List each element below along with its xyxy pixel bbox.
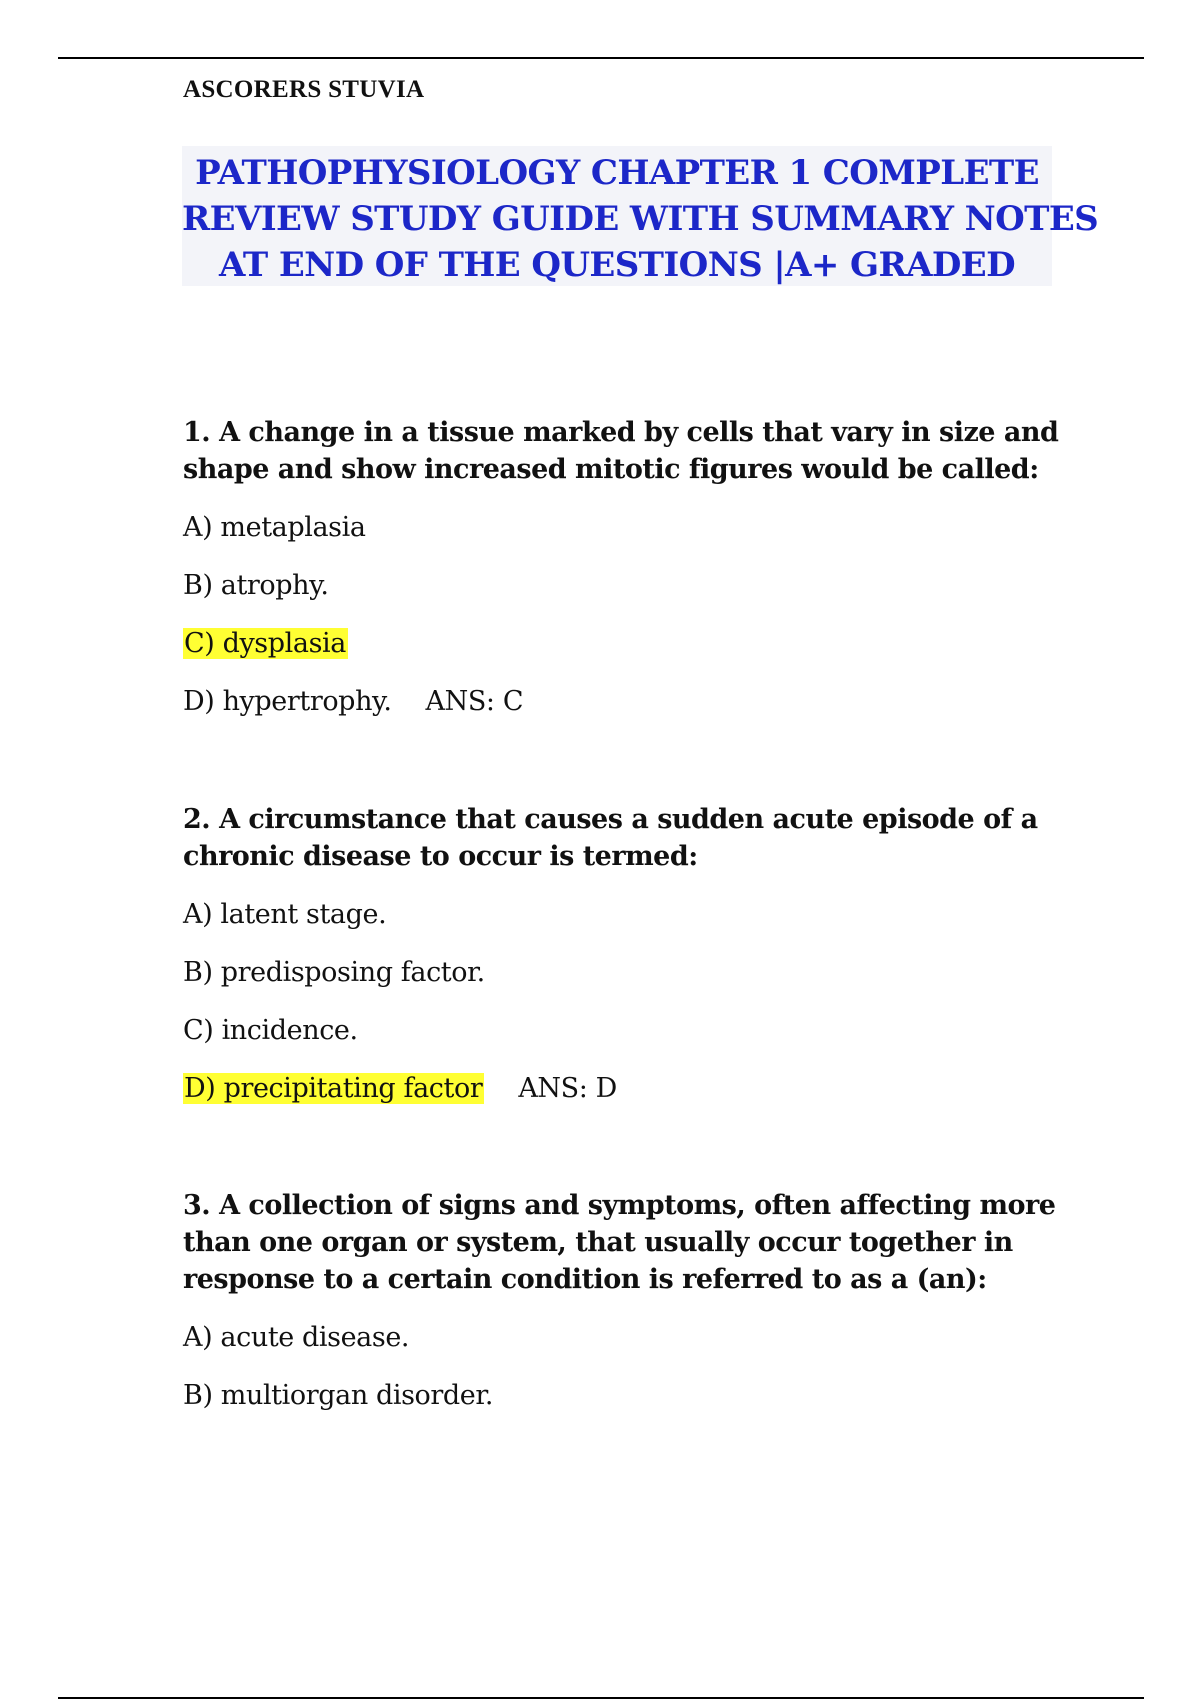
title-line-2: REVIEW STUDY GUIDE WITH SUMMARY NOTES [182,199,1099,239]
highlighted-answer: C) dysplasia [184,628,346,659]
question-2-option-c [183,1013,1063,1049]
page-header: ASCORERS STUVIA [183,76,425,103]
option-label: D) hypertrophy. [183,686,392,717]
option-label: B) predisposing factor. [183,957,485,988]
question-1-option-b [183,568,1063,604]
question-3-option-a [183,1320,1063,1356]
option-label: B) multiorgan disorder. [183,1380,494,1411]
option-label: A) latent stage. [183,899,387,930]
question-2-text: 2. A circumstance that causes a sudden acute episode of a chronic disease to occur is termed: [183,804,1038,872]
question-1-option-d [183,684,1063,720]
question-1-option-a [183,510,1063,546]
bottom-rule [58,1697,1144,1699]
highlighted-answer: D) precipitating factor [184,1073,483,1104]
question-3-text: 3. A collection of signs and symptoms, often affecting more than one organ or system, that usually occur together in response to a certain condition is referred to as a (an): [183,1190,1056,1295]
document-title [182,146,1099,286]
option-label: C) incidence. [183,1015,358,1046]
question-1-text: 1. A change in a tissue marked by cells that vary in size and shape and show increased mitotic figures would be called: [183,417,1059,485]
top-rule [58,57,1144,59]
question-2-option-a [183,897,1063,933]
title-line-3: AT END OF THE QUESTIONS |A+ GRADED [219,245,1015,285]
question-2-option-b [183,955,1063,991]
question-1-option-c [183,626,1063,662]
answer-key: ANS: C [425,686,524,717]
question-3 [183,1187,1063,1414]
question-1 [183,414,1063,720]
option-label: A) acute disease. [183,1322,410,1353]
question-2-option-d [183,1071,1063,1107]
question-2 [183,801,1063,1107]
answer-key: ANS: D [518,1073,617,1104]
question-3-option-b [183,1378,1063,1414]
title-line-1: PATHOPHYSIOLOGY CHAPTER 1 COMPLETE [195,153,1039,193]
option-label: B) atrophy. [183,570,329,601]
option-label: A) metaplasia [183,512,366,543]
